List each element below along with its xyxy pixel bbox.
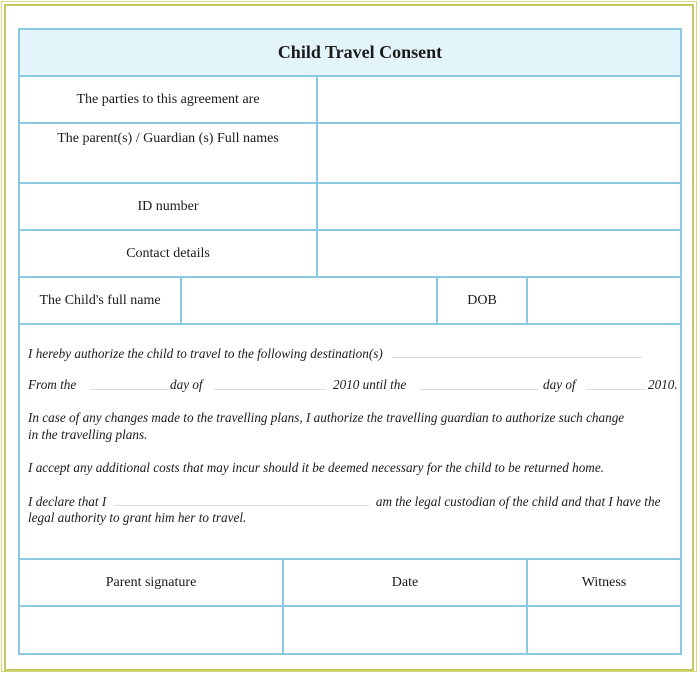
declare-line <box>28 493 660 510</box>
declarant-name-field[interactable] <box>114 493 369 506</box>
parties-label: The parties to this agreement are <box>76 92 260 107</box>
signature-header-row <box>20 560 680 607</box>
id-number-label: ID number <box>137 199 199 214</box>
witness-field[interactable] <box>526 607 680 655</box>
year-until-text: 2010 until the <box>333 377 407 392</box>
form-title: Child Travel Consent <box>20 30 680 77</box>
end-day-field[interactable] <box>420 377 538 390</box>
guardian-field[interactable] <box>316 124 680 182</box>
authorize-line <box>28 345 642 362</box>
contact-label: Contact details <box>126 246 210 261</box>
from-text: From the <box>28 377 77 392</box>
changes-text-2: in the travelling plans. <box>28 427 148 442</box>
consent-text <box>20 325 680 560</box>
child-name-field[interactable] <box>180 278 436 323</box>
destination-field[interactable] <box>392 345 642 358</box>
custodian-text: am the legal custodian of the child and that I have the <box>375 494 661 509</box>
contact-row <box>20 231 680 278</box>
start-month-field[interactable] <box>214 377 326 390</box>
contact-field[interactable] <box>316 231 680 276</box>
dob-field[interactable] <box>526 278 680 323</box>
id-number-field[interactable] <box>316 184 680 229</box>
consent-form <box>18 28 682 655</box>
date-field[interactable] <box>282 607 526 655</box>
child-row <box>20 278 680 325</box>
declare-text: I declare that I <box>28 494 107 509</box>
authorize-text: I hereby authorize the child to travel to the following destination(s) <box>28 346 383 361</box>
changes-text-1: In case of any changes made to the travelling plans, I authorize the travelling guardian to authorize such change <box>28 410 625 425</box>
signature-row <box>20 607 680 655</box>
parent-signature-field[interactable] <box>20 607 282 655</box>
witness-label: Witness <box>526 560 680 605</box>
guardian-label: The parent(s) / Guardian (s) Full names <box>57 131 279 146</box>
year-end-text: 2010. <box>648 377 678 392</box>
child-name-label: The Child's full name <box>39 292 161 308</box>
id-number-row <box>20 184 680 231</box>
end-month-field[interactable] <box>586 377 646 390</box>
guardian-row <box>20 124 680 184</box>
dob-label: DOB <box>436 278 526 323</box>
costs-text: I accept any additional costs that may incur should it be deemed necessary for the child to be returned home. <box>28 460 604 475</box>
parties-row <box>20 77 680 124</box>
authority-text: legal authority to grant him her to travel. <box>28 510 247 525</box>
date-label: Date <box>282 560 526 605</box>
day-of-text-2: day of <box>543 377 576 392</box>
start-day-field[interactable] <box>90 377 170 390</box>
parties-field[interactable] <box>316 77 680 122</box>
parent-signature-label: Parent signature <box>105 574 197 590</box>
day-of-text-1: day of <box>170 377 203 392</box>
